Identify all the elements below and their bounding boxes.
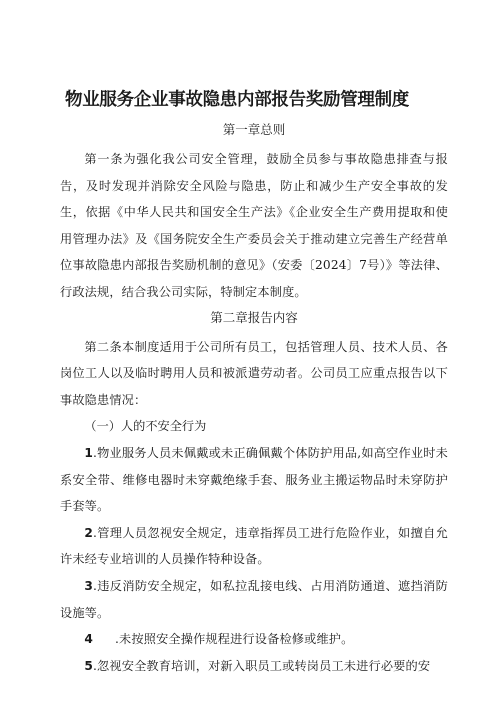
list-item <box>60 653 448 680</box>
item-number: 1 <box>84 445 94 460</box>
item-text: .忽视安全教育培训，对新入职员工或转岗员工未进行必要的安 <box>93 658 431 673</box>
item-number: 3 <box>84 578 94 593</box>
item-text: .违反消防安全规定，如私拉乱接电线、占用消防通道、遮挡消防设施等。 <box>60 578 448 620</box>
document-title: 物业服务企业事故隐患内部报告奖励管理制度 <box>65 90 409 110</box>
item-text: .未按照安全操作规程进行设备检修或维护。 <box>115 632 354 647</box>
chapter-2-heading: 第二章报告内容 <box>210 309 298 325</box>
article-1-paragraph: 第一条为强化我公司安全管理，鼓励全员参与事故隐患排查与报告，及时发现并消除安全风险与隐患，防止和减少生产安全事故的发生，依据《中华人民共和国安全生产法》《企业安全生产费用提取和使用管理办法》及《国务院安全生产委员会关于推动建立完善生产经营单位事故隐患内部报告奖励机制的意见》（安委〔2024〕7号）》等法律、行政法规，结合我公司实际，特制定本制度。 <box>60 152 448 299</box>
item-text: .物业服务人员未佩戴或未正确佩戴个体防护用品,如高空作业时未系安全带、维修电器时未穿戴绝缘手套、服务业主搬运物品时未穿防护手套等。 <box>60 445 448 514</box>
list-item <box>60 440 448 520</box>
section-1-heading: （一）人的不安全行为 <box>84 419 207 434</box>
article-2-paragraph: 第二条本制度适用于公司所有员工，包括管理人员、技术人员、各岗位工人以及临时聘用人员和被派遣劳动者。公司员工应重点报告以下事故隐患情况： <box>60 339 448 407</box>
chapter-1-heading: 第一章总则 <box>222 122 286 137</box>
list-item <box>60 626 448 653</box>
item-number: 4 <box>84 632 94 647</box>
item-number: 5 <box>84 658 94 673</box>
list-item <box>60 520 448 573</box>
item-number: 2 <box>84 525 94 540</box>
item-text: .管理人员忽视安全规定，违章指挥员工进行危险作业，如擅自允许未经专业培训的人员操作特种设备。 <box>60 525 448 567</box>
list-item <box>60 573 448 626</box>
